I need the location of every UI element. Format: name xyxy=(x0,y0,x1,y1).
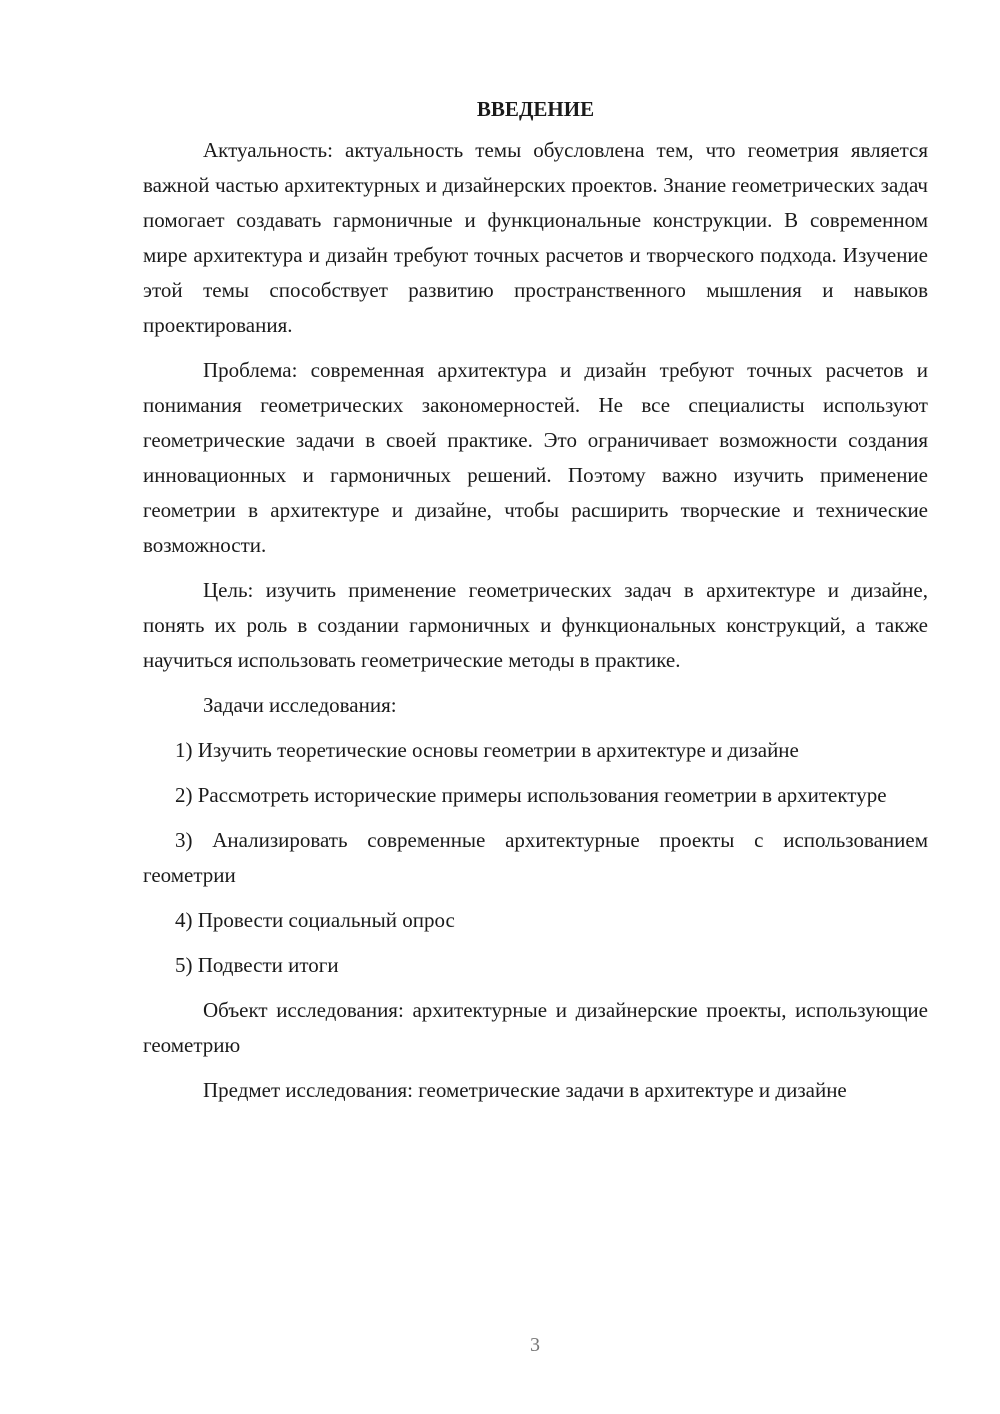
list-item-task-4: 4) Провести социальный опрос xyxy=(175,908,455,932)
page-title: ВВЕДЕНИЕ xyxy=(476,97,595,121)
paragraph-subject: Предмет исследования: геометрические задачи в архитектуре и дизайне xyxy=(203,1078,847,1102)
paragraph-relevance: Актуальность: актуальность темы обусловлена тем, что геометрия является важной частью архитектурных и дизайнерских проектов. Знание геометрических задач помогает создавать гармоничные и функциональные конструкции. В современном мире архитектура и дизайн требуют точных расчетов и творческого подхода. Изучение этой темы способствует развитию пространственного мышления и навыков проектирования. xyxy=(143,138,928,337)
page-number: 3 xyxy=(530,1334,540,1356)
paragraph-object: Объект исследования: архитектурные и дизайнерские проекты, использующие геометрию xyxy=(143,998,928,1057)
paragraph-problem: Проблема: современная архитектура и дизайн требуют точных расчетов и понимания геометрических закономерностей. Не все специалисты используют геометрические задачи в своей практике. Это ограничивает возможности создания инновационных и гармоничных решений. Поэтому важно изучить применение геометрии в архитектуре и дизайне, чтобы расширить творческие и технические возможности. xyxy=(143,358,928,557)
paragraph-goal: Цель: изучить применение геометрических задач в архитектуре и дизайне, понять их роль в создании гармоничных и функциональных конструкций, а также научиться использовать геометрические методы в практике. xyxy=(143,578,928,672)
list-item-task-2: 2) Рассмотреть исторические примеры использования геометрии в архитектуре xyxy=(175,783,887,807)
document-page xyxy=(143,92,928,1118)
list-item-task-5: 5) Подвести итоги xyxy=(175,953,339,977)
tasks-title: Задачи исследования: xyxy=(203,693,397,717)
list-item-task-1: 1) Изучить теоретические основы геометрии в архитектуре и дизайне xyxy=(175,738,799,762)
list-item-task-3: 3) Анализировать современные архитектурные проекты с использованием геометрии xyxy=(143,828,928,887)
